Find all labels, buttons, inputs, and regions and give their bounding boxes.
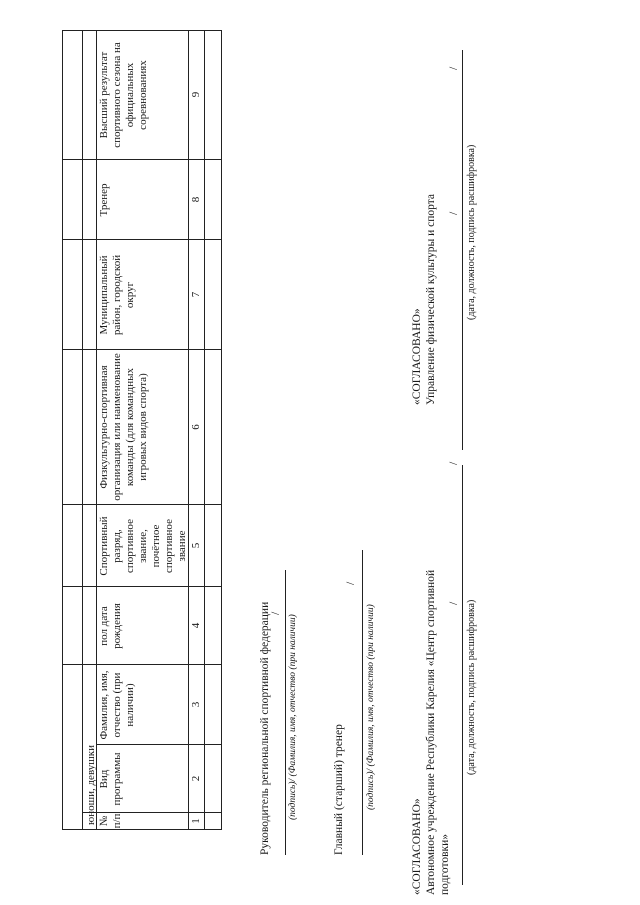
federation-caption: (подпись)/ (Фамилия, имя, отчество (при наличии) xyxy=(288,614,298,820)
column-number-5: 5 xyxy=(190,542,202,549)
header-full-name: Фамилия, имя, отчество (при наличии) xyxy=(98,670,136,740)
right-approval-signature-line xyxy=(462,50,463,450)
column-number-4: 4 xyxy=(190,622,202,629)
federation-head-label: Руководитель региональной спортивной федерации xyxy=(259,601,271,855)
coach-signature-line xyxy=(362,550,363,855)
column-number-3: 3 xyxy=(190,701,202,708)
header-sex-birthdate: пол дата рождения xyxy=(98,603,123,649)
header-organization: Физкультурно-спортивная организация или наименование команды (для командных игровых видов спорта) xyxy=(98,353,149,501)
left-approval-slash-2: / xyxy=(448,461,460,465)
left-approval-caption: (дата, должность, подпись расшифровка) xyxy=(466,599,477,775)
right-approval-caption: (дата, должность, подпись расшифровка) xyxy=(466,144,477,320)
column-number-9: 9 xyxy=(190,91,202,98)
left-approval-org-line2: подготовки» xyxy=(439,834,451,895)
left-approval-slash-1: / xyxy=(448,601,460,605)
column-number-8: 8 xyxy=(190,196,202,203)
header-number: № п/п xyxy=(98,813,123,829)
left-approval-title: «СОГЛАСОВАНО» xyxy=(411,798,423,895)
header-municipality: Муниципальный район, городской округ xyxy=(98,254,136,336)
coach-slash: / xyxy=(345,581,357,585)
head-coach-label: Главный (старший) тренер xyxy=(333,724,345,855)
coach-caption: (подпись)/ (Фамилия, имя, отчество (при наличии) xyxy=(366,604,376,810)
column-number-6: 6 xyxy=(190,424,202,430)
header-sport-rank: Спортивный разряд, спортивное звание, почётное спортивное звание xyxy=(98,516,188,576)
federation-signature-line xyxy=(285,570,286,855)
header-best-result: Высший результат спортивного сезона на официальных соревнованиях xyxy=(98,42,149,148)
section-label: юноши, девушки xyxy=(85,745,97,825)
right-approval-slash-2: / xyxy=(448,66,460,70)
header-coach: Тренер xyxy=(98,183,110,217)
column-number-2: 2 xyxy=(190,775,202,782)
column-number-7: 7 xyxy=(190,291,202,298)
header-program: Вид программы xyxy=(98,752,123,806)
federation-slash: / xyxy=(270,611,282,615)
left-approval-signature-line xyxy=(462,465,463,885)
right-approval-slash-1: / xyxy=(448,211,460,215)
right-approval-title: «СОГЛАСОВАНО» xyxy=(411,308,423,405)
column-number-1: 1 xyxy=(190,818,202,824)
right-approval-org: Управление физической культуры и спорта xyxy=(425,193,437,405)
left-approval-org-line1: Автономное учреждение Республики Карелия «Центр спортивной xyxy=(425,569,437,895)
